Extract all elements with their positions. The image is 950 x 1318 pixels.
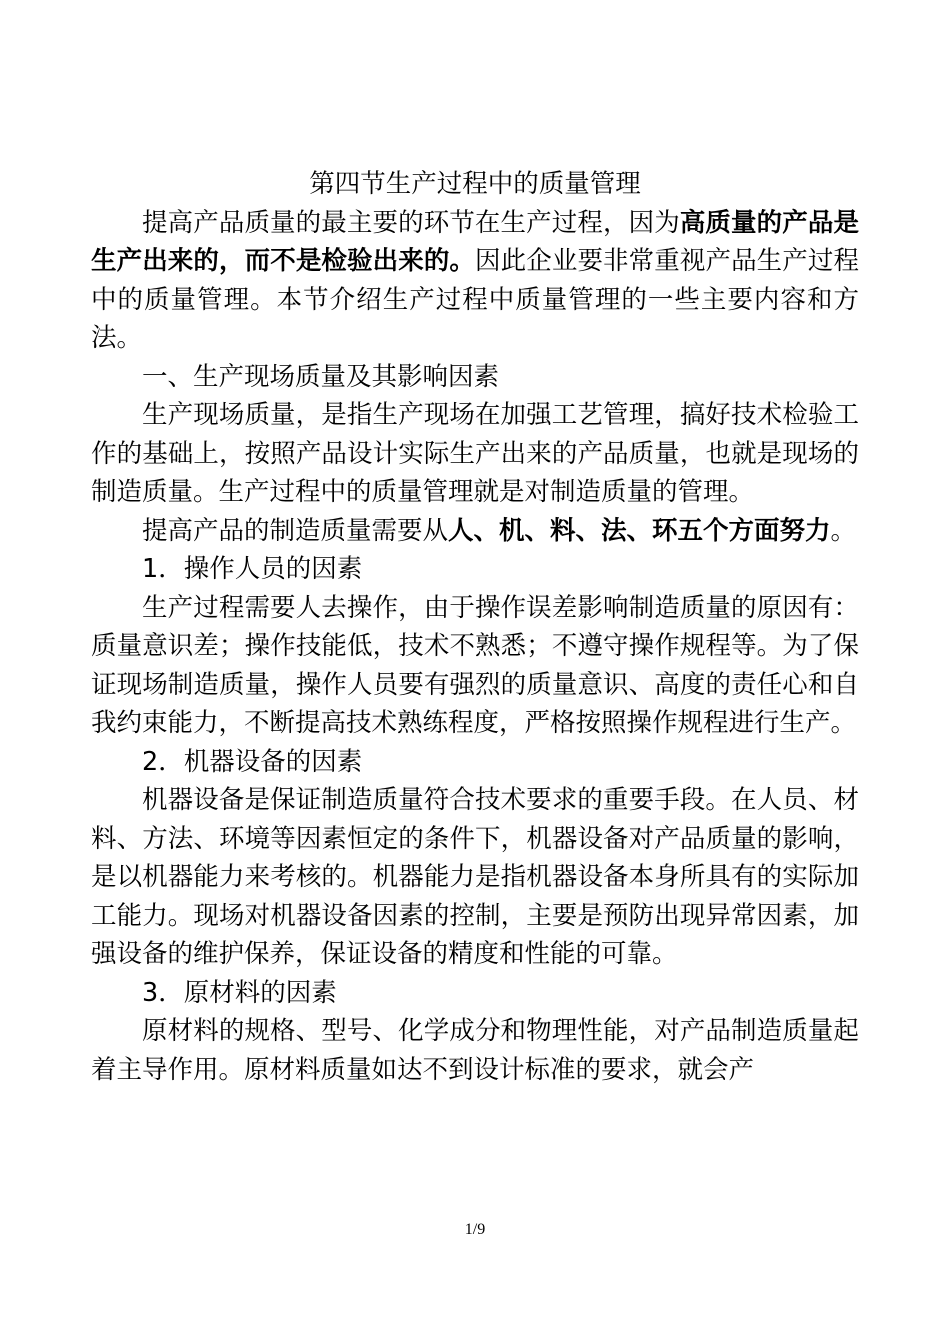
paragraph-intro bbox=[91, 204, 859, 358]
heading-site-quality: 一、生产现场质量及其影响因素 bbox=[142, 361, 500, 392]
heading-machine-factor: 2．机器设备的因素 bbox=[142, 746, 363, 777]
paragraph-site-quality: 生产现场质量，是指生产现场在加强工艺管理，搞好技术检验工作的基础上，按照产品设计实际生产出来的产品质量，也就是现场的制造质量。生产过程中的质量管理就是对制造质量的管理。 bbox=[91, 400, 859, 507]
heading-material-factor: 3．原材料的因素 bbox=[142, 977, 337, 1008]
document-body bbox=[91, 165, 859, 1089]
five-factors-text-end: 。 bbox=[830, 515, 857, 546]
page-number: 1/9 bbox=[464, 1221, 486, 1238]
intro-emphasis: 高质量的产品是生产出来的，而不是检验出来的。 bbox=[91, 207, 859, 276]
paragraph-material-factor: 原材料的规格、型号、化学成分和物理性能，对产品制造质量起着主导作用。原材料质量如达不到设计标准的要求，就会产 bbox=[91, 1016, 859, 1085]
five-factors-emphasis: 人、机、料、法、环五个方面努力 bbox=[448, 515, 831, 546]
heading-operator-factor: 1．操作人员的因素 bbox=[142, 554, 363, 584]
paragraph-five-factors bbox=[91, 512, 859, 551]
section-title: 第四节生产过程中的质量管理 bbox=[309, 169, 641, 199]
intro-text-end: 因此企业要非常重视产品生产过程中的质量管理。本节介绍生产过程中质量管理的一些主要内容和方法。 bbox=[91, 246, 859, 353]
intro-text-start: 提高产品质量的最主要的环节在生产过程，因为 bbox=[142, 207, 680, 238]
paragraph-machine-factor: 机器设备是保证制造质量符合技术要求的重要手段。在人员、材料、方法、环境等因素恒定的条件下，机器设备对产品质量的影响，是以机器能力来考核的。机器能力是指机器设备本身所具有的实际加工能力。现场对机器设备因素的控制，主要是预防出现异常因素，加强设备的维护保养，保证设备的精度和性能的可靠。 bbox=[91, 785, 859, 969]
five-factors-text-start: 提高产品的制造质量需要从 bbox=[142, 515, 449, 546]
paragraph-operator-factor: 生产过程需要人去操作，由于操作误差影响制造质量的原因有：质量意识差；操作技能低，技术不熟悉；不遵守操作规程等。为了保证现场制造质量，操作人员要有强烈的质量意识、高度的责任心和自我约束能力，不断提高技术熟练程度，严格按照操作规程进行生产。 bbox=[91, 592, 859, 738]
